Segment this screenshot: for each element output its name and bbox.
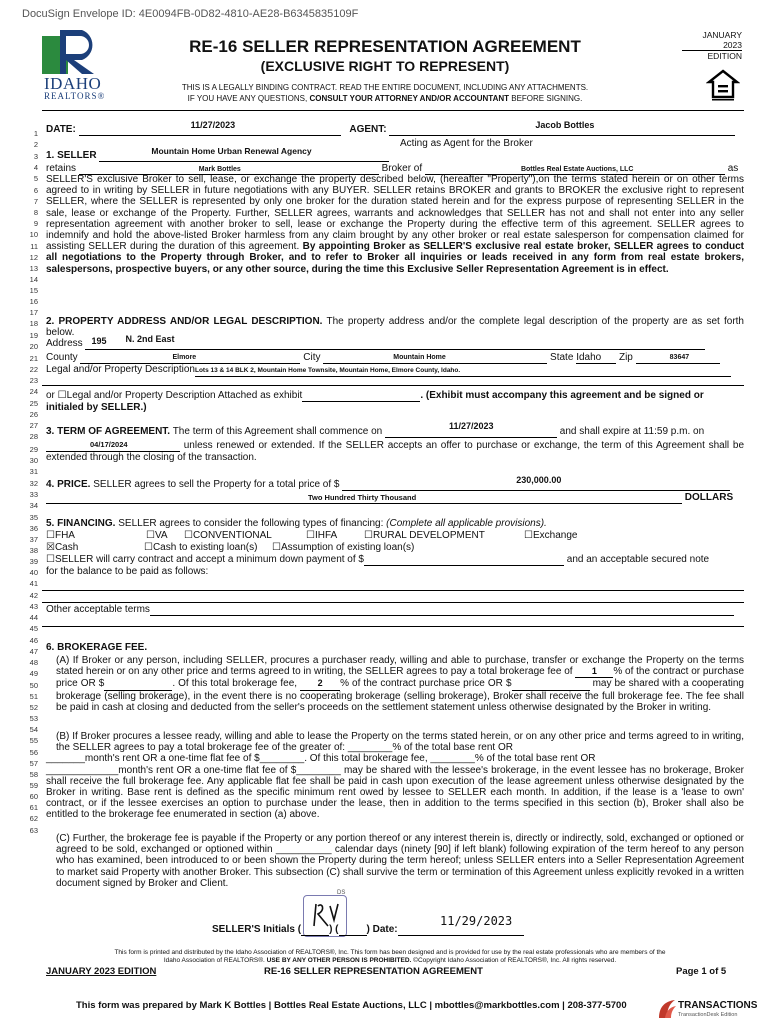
signature-row: SELLER'S Initials ( ) ( ) Date: xyxy=(212,924,542,936)
price-value[interactable]: 230,000.00 xyxy=(516,475,562,485)
seller-value[interactable]: Mountain Home Urban Renewal Agency xyxy=(151,146,312,156)
section-4-row: 4. PRICE. SELLER agrees to sell the Property for a total price of $ 230,000.00 xyxy=(46,479,744,491)
seller-carry-row: ☐SELLER will carry contract and accept a minimum down payment of $ and an acceptable secured note xyxy=(46,554,710,565)
line-number: 23 xyxy=(29,376,38,385)
header-rule xyxy=(42,110,744,111)
section-6-a: (A) If Broker or any person, including SELLER, procures a purchaser ready, willing and able to purchase, transfer or exchange the Property on the terms stated herein or on any other price and terms agreed to in writing, the SELLER agrees to pay a total brokerage fee of 1 % of the contract or purchase price OR $ . Of this total brokerage fee, 2 % of the contract purchase price OR $ may be shared with a cooperating brokerage (selling brokerage), in the event there is no cooperating brokerage (selling brokerage), Broker shall receive the full brokerage fee. The fee shall be paid in cash at closing and deducted from the seller's proceeds on the settlement statement unless otherwise designated by the Broker in writing. xyxy=(56,655,745,713)
financing-row-2 xyxy=(46,542,744,553)
transactions-logo: TRANSACTIONS TransactionDesk Edition xyxy=(656,998,748,1022)
assumption-checkbox[interactable]: ☐Assumption of existing loan(s) xyxy=(272,542,415,553)
line-number: 48 xyxy=(29,658,38,667)
line-number: 19 xyxy=(29,331,38,340)
other-terms-row: Other acceptable terms xyxy=(46,604,744,616)
section-6-b: (B) If Broker procures a lessee ready, willing and able to lease the Property on the terms stated herein, or on any other price and terms agreed to in writing, the SELLER agrees to pay a total brokerage fee of the greater of: ________% of the total base rent OR _______month's rent OR a one-time flat fee of $________. Of this total brokerage fee, ________% of the total base rent OR _____________month's rent OR a one-time flat fee of $________ may be shared with the lessee's brokerage, in the event lessee has no brokerage, Broker shall receive the full brokerage fee. Any applicable flat fee shall be paid in cash upon execution of the lease agreement unless otherwise designated by the Broker in writing. Base rent is defined as the specific minimum rent owed by lessee to SELLER each month. In addition, if the lease is a 'lease to own' contract, or if the lessee exercises an option to purchase under the lease, then in addition to the terms specified in this section (b), Broker shall also be entitled to the brokerage fee enumerated in section (a) above. xyxy=(46,731,744,821)
legal-row: Legal and/or Property DescriptionLots 13 & 14 BLK 2, Mountain Home Townsite, Mountain Home, Elmore County, Idaho. xyxy=(46,364,744,377)
conventional-checkbox[interactable]: ☐CONVENTIONAL xyxy=(184,530,272,541)
line-number: 14 xyxy=(29,275,38,284)
state-value[interactable]: Idaho xyxy=(576,352,602,363)
section-3-row: 3. TERM OF AGREEMENT. The term of this Agreement shall commence on 11/27/2023 and shall expire at 11:59 p.m. on xyxy=(46,421,705,437)
broker-name[interactable]: Mark Bottles xyxy=(198,166,241,173)
term-start[interactable]: 11/27/2023 xyxy=(449,421,494,431)
legal-value[interactable]: Lots 13 & 14 BLK 2, Mountain Home Townsite, Mountain Home, Elmore County, Idaho. xyxy=(194,367,461,374)
line-number: 22 xyxy=(29,365,38,374)
section-1-text: SELLER'S exclusive Broker to sell, lease, or exchange the property described below, (hereafter "Property"),on the terms stated herein or on other terms agreed to in writing by SELLER in future negotiations with any BUYER. SELLER retains BROKER and grants to BROKER the exclusive right to represent SELLER, where the SELLER is represented by only one broker for the duration stated herein and for the express purpose of representing SELLER in the sale, lease or exchange of the Property. Further, SELLER agrees, warrants and acknowledges that SELLER has not and shall not enter into any seller representation agreement with another broker to sell, lease or exchange the Property during the effective term of this agreement. SELLER agrees to indemnify and hold the above-listed Broker harmless from any claim brought by any other broker or real estate salesperson for compensation claimed for assisting SELLER during the duration of this agreement. By appointing Broker as SELLER'S exclusive real estate broker, SELLER agrees to conduct all negotiations to the Property through Broker, and to refer to Broker all inquiries or leads received in any form from real estate brokers, salespersons, prospective buyers, or any other source, during the time this Exclusive Seller Representation Agreement is in effect. xyxy=(46,174,745,275)
blank-line-40 xyxy=(42,626,744,627)
footer-copyright: This form is printed and distributed by the Idaho Association of REALTORS®, Inc. This form has been designed and is provided for use by the real estate professionals who are members of the Idaho Association of REALTORS®. USE BY ANY OTHER PERSON IS PROHIBITED. ©Copyright Idaho Association of REALTORS®, Inc. All rights reserved. xyxy=(114,949,666,964)
line-number: 57 xyxy=(29,759,38,768)
ihfa-checkbox[interactable]: ☐IHFA xyxy=(306,530,338,541)
line-number: 31 xyxy=(29,467,38,476)
cash-existing-checkbox[interactable]: ☐Cash to existing loan(s) xyxy=(144,542,258,553)
prepared-by: This form was prepared by Mark K Bottles | Bottles Real Estate Auctions, LLC | mbottles@markbottles.com | 208-377-5700 xyxy=(76,1000,627,1011)
line-number: 7 xyxy=(33,197,38,206)
va-checkbox[interactable]: ☐VA xyxy=(146,530,168,541)
line-number: 62 xyxy=(29,814,38,823)
blank-line-21 xyxy=(42,385,744,386)
line-number: 18 xyxy=(29,319,38,328)
line-number: 42 xyxy=(29,591,38,600)
line-number: 16 xyxy=(29,297,38,306)
line-number: 50 xyxy=(29,681,38,690)
line-number: 56 xyxy=(29,748,38,757)
fha-checkbox[interactable]: ☐FHA xyxy=(46,530,75,541)
retains-row: retains Mark Bottles Broker of Bottles Real Estate Auctions, LLC as xyxy=(46,163,739,174)
warning-text: THIS IS A LEGALLY BINDING CONTRACT. READ THE ENTIRE DOCUMENT, INCLUDING ANY ATTACHMENTS. IF YOU HAVE ANY QUESTIONS, CONSULT YOUR ATTORNEY AND/OR ACCOUNTANT BEFORE SIGNING. xyxy=(181,83,589,103)
seller-row: 1. SELLER Mountain Home Urban Renewal Agency xyxy=(46,150,744,162)
line-number: 13 xyxy=(29,264,38,273)
line-number: 3 xyxy=(33,152,38,161)
rural-checkbox[interactable]: ☐RURAL DEVELOPMENT xyxy=(364,530,485,541)
cash-checkbox[interactable]: ☒Cash xyxy=(46,542,79,553)
line-number: 20 xyxy=(29,342,38,351)
blank-line-38 xyxy=(42,602,744,603)
line-number: 21 xyxy=(29,354,38,363)
date-agent-row: DATE: 11/27/2023 AGENT: Jacob Bottles xyxy=(46,124,744,136)
footer-form-title: RE-16 SELLER REPRESENTATION AGREEMENT xyxy=(264,966,483,977)
envelope-id: DocuSign Envelope ID: 4E0094FB-0D82-4810-AE28-B6345835109F xyxy=(22,8,359,20)
line-number: 44 xyxy=(29,613,38,622)
line-number: 34 xyxy=(29,501,38,510)
line-number: 8 xyxy=(33,208,38,217)
line-number: 9 xyxy=(33,219,38,228)
line-number: 5 xyxy=(33,174,38,183)
fee-percent[interactable]: 1 xyxy=(591,666,597,677)
line-number: 26 xyxy=(29,410,38,419)
line-number: 54 xyxy=(29,725,38,734)
line-number: 59 xyxy=(29,781,38,790)
docusign-tag: DS xyxy=(337,890,346,896)
line-number: 40 xyxy=(29,568,38,577)
line-number: 49 xyxy=(29,669,38,678)
line-number: 37 xyxy=(29,535,38,544)
blank-line-37 xyxy=(42,590,744,591)
line-number: 45 xyxy=(29,624,38,633)
line-number: 53 xyxy=(29,714,38,723)
balance-row: for the balance to be paid as follows: xyxy=(46,566,209,577)
logo-sub: REALTORS® xyxy=(44,91,106,101)
line-number: 10 xyxy=(29,230,38,239)
line-number: 60 xyxy=(29,792,38,801)
zip-value[interactable]: 83647 xyxy=(669,354,690,361)
exhibit-row: or ☐Legal and/or Property Description Attached as exhibit . (Exhibit must accompany this agreement and be signed or initialed by SELLER.) xyxy=(46,390,704,414)
equal-housing-icon xyxy=(706,68,740,102)
line-number: 51 xyxy=(29,692,38,701)
section-6-c: (C) Further, the brokerage fee is payable if the Property or any portion thereof or any interest therein is, directly or indirectly, sold, exchanged or optioned or agreed to be sold, exchanged or optioned within __________ calendar days (ninety [90] if left blank) following expiration of the term hereof to any person who has examined, been introduced to or been shown the Property during the term hereof; unless SELLER enters into a Seller Representation Agreement to market said Property with another Broker. This subsection (C) shall survive the term or termination of this Agreement unless explicitly revoked in a written document signed by Broker and Client. xyxy=(56,833,744,889)
logo-word: IDAHO xyxy=(44,74,102,93)
line-number: 46 xyxy=(29,636,38,645)
line-number: 63 xyxy=(29,826,38,835)
line-number: 55 xyxy=(29,736,38,745)
line-number: 4 xyxy=(33,163,38,172)
address-street[interactable]: N. 2nd East xyxy=(125,334,175,344)
line-number: 32 xyxy=(29,479,38,488)
shared-percent[interactable]: 2 xyxy=(317,678,323,689)
line-number: 29 xyxy=(29,445,38,454)
edition-box: JANUARY 2023 EDITION xyxy=(682,30,742,61)
term-end[interactable]: 04/17/2024 xyxy=(90,440,128,449)
date-value[interactable]: 11/27/2023 xyxy=(190,120,236,130)
address-row: Address 195 N. 2nd East xyxy=(46,338,744,350)
line-number: 24 xyxy=(29,387,38,396)
county-row: County Elmore City Mountain Home State Idaho Zip 83647 xyxy=(46,352,744,364)
line-number: 47 xyxy=(29,647,38,656)
document-subtitle: (EXCLUSIVE RIGHT TO REPRESENT) xyxy=(260,58,510,74)
line-number: 6 xyxy=(33,186,38,195)
signature-date[interactable]: 11/29/2023 xyxy=(440,914,513,928)
line-number: 11 xyxy=(30,242,38,251)
city-value[interactable]: Mountain Home xyxy=(393,354,446,361)
line-number: 30 xyxy=(29,456,38,465)
line-number: 15 xyxy=(29,286,38,295)
line-number: 61 xyxy=(29,803,38,812)
r-logo-icon xyxy=(42,30,102,74)
line-number: 33 xyxy=(29,490,38,499)
line-number: 27 xyxy=(29,421,38,430)
line-number: 52 xyxy=(29,703,38,712)
line-number: 58 xyxy=(29,770,38,779)
document-title: RE-16 SELLER REPRESENTATION AGREEMENT xyxy=(189,37,581,56)
footer-edition: JANUARY 2023 EDITION xyxy=(46,966,157,977)
section-5-head: 5. FINANCING. SELLER agrees to consider the following types of financing: (Complete all applicable provisions). xyxy=(46,518,547,529)
line-number: 2 xyxy=(33,140,38,149)
line-number: 1 xyxy=(33,129,38,138)
financing-row-1 xyxy=(46,530,744,541)
brokerage-name[interactable]: Bottles Real Estate Auctions, LLC xyxy=(520,166,634,173)
price-words-row: Two Hundred Thirty Thousand DOLLARS xyxy=(46,492,744,504)
line-number: 41 xyxy=(29,579,38,588)
line-number: 35 xyxy=(29,513,38,522)
line-number: 43 xyxy=(29,602,38,611)
line-number: 38 xyxy=(29,546,38,555)
section-2-head: 2. PROPERTY ADDRESS AND/OR LEGAL DESCRIPTION. The property address and/or the complete legal description of the property are as set forth below. xyxy=(46,316,744,339)
page-number: Page 1 of 5 xyxy=(676,966,727,977)
line-number: 12 xyxy=(29,253,38,262)
line-number: 17 xyxy=(29,308,38,317)
line-number: 39 xyxy=(29,557,38,566)
section-6-head: 6. BROKERAGE FEE. xyxy=(46,642,148,653)
section-3-rest: 04/17/2024 unless renewed or extended. If the SELLER accepts an offer to purchase or exchange, the term of this Agreement shall be extended through the closing of the transaction. xyxy=(46,440,745,464)
price-words[interactable]: Two Hundred Thirty Thousand xyxy=(308,493,417,502)
idaho-realtors-logo xyxy=(42,30,108,100)
transactions-logo-icon xyxy=(656,998,678,1020)
line-number: 25 xyxy=(29,399,38,408)
address-number[interactable]: 195 xyxy=(91,336,107,346)
line-number: 28 xyxy=(29,432,38,441)
seller-carry-checkbox[interactable]: ☐SELLER will carry contract and accept a minimum down payment of $ xyxy=(46,554,364,565)
acting-as: Acting as Agent for the Broker xyxy=(400,138,533,149)
agent-value[interactable]: Jacob Bottles xyxy=(535,120,595,130)
exchange-checkbox[interactable]: ☐Exchange xyxy=(524,530,578,541)
line-number: 36 xyxy=(29,524,38,533)
county-value[interactable]: Elmore xyxy=(172,354,197,361)
